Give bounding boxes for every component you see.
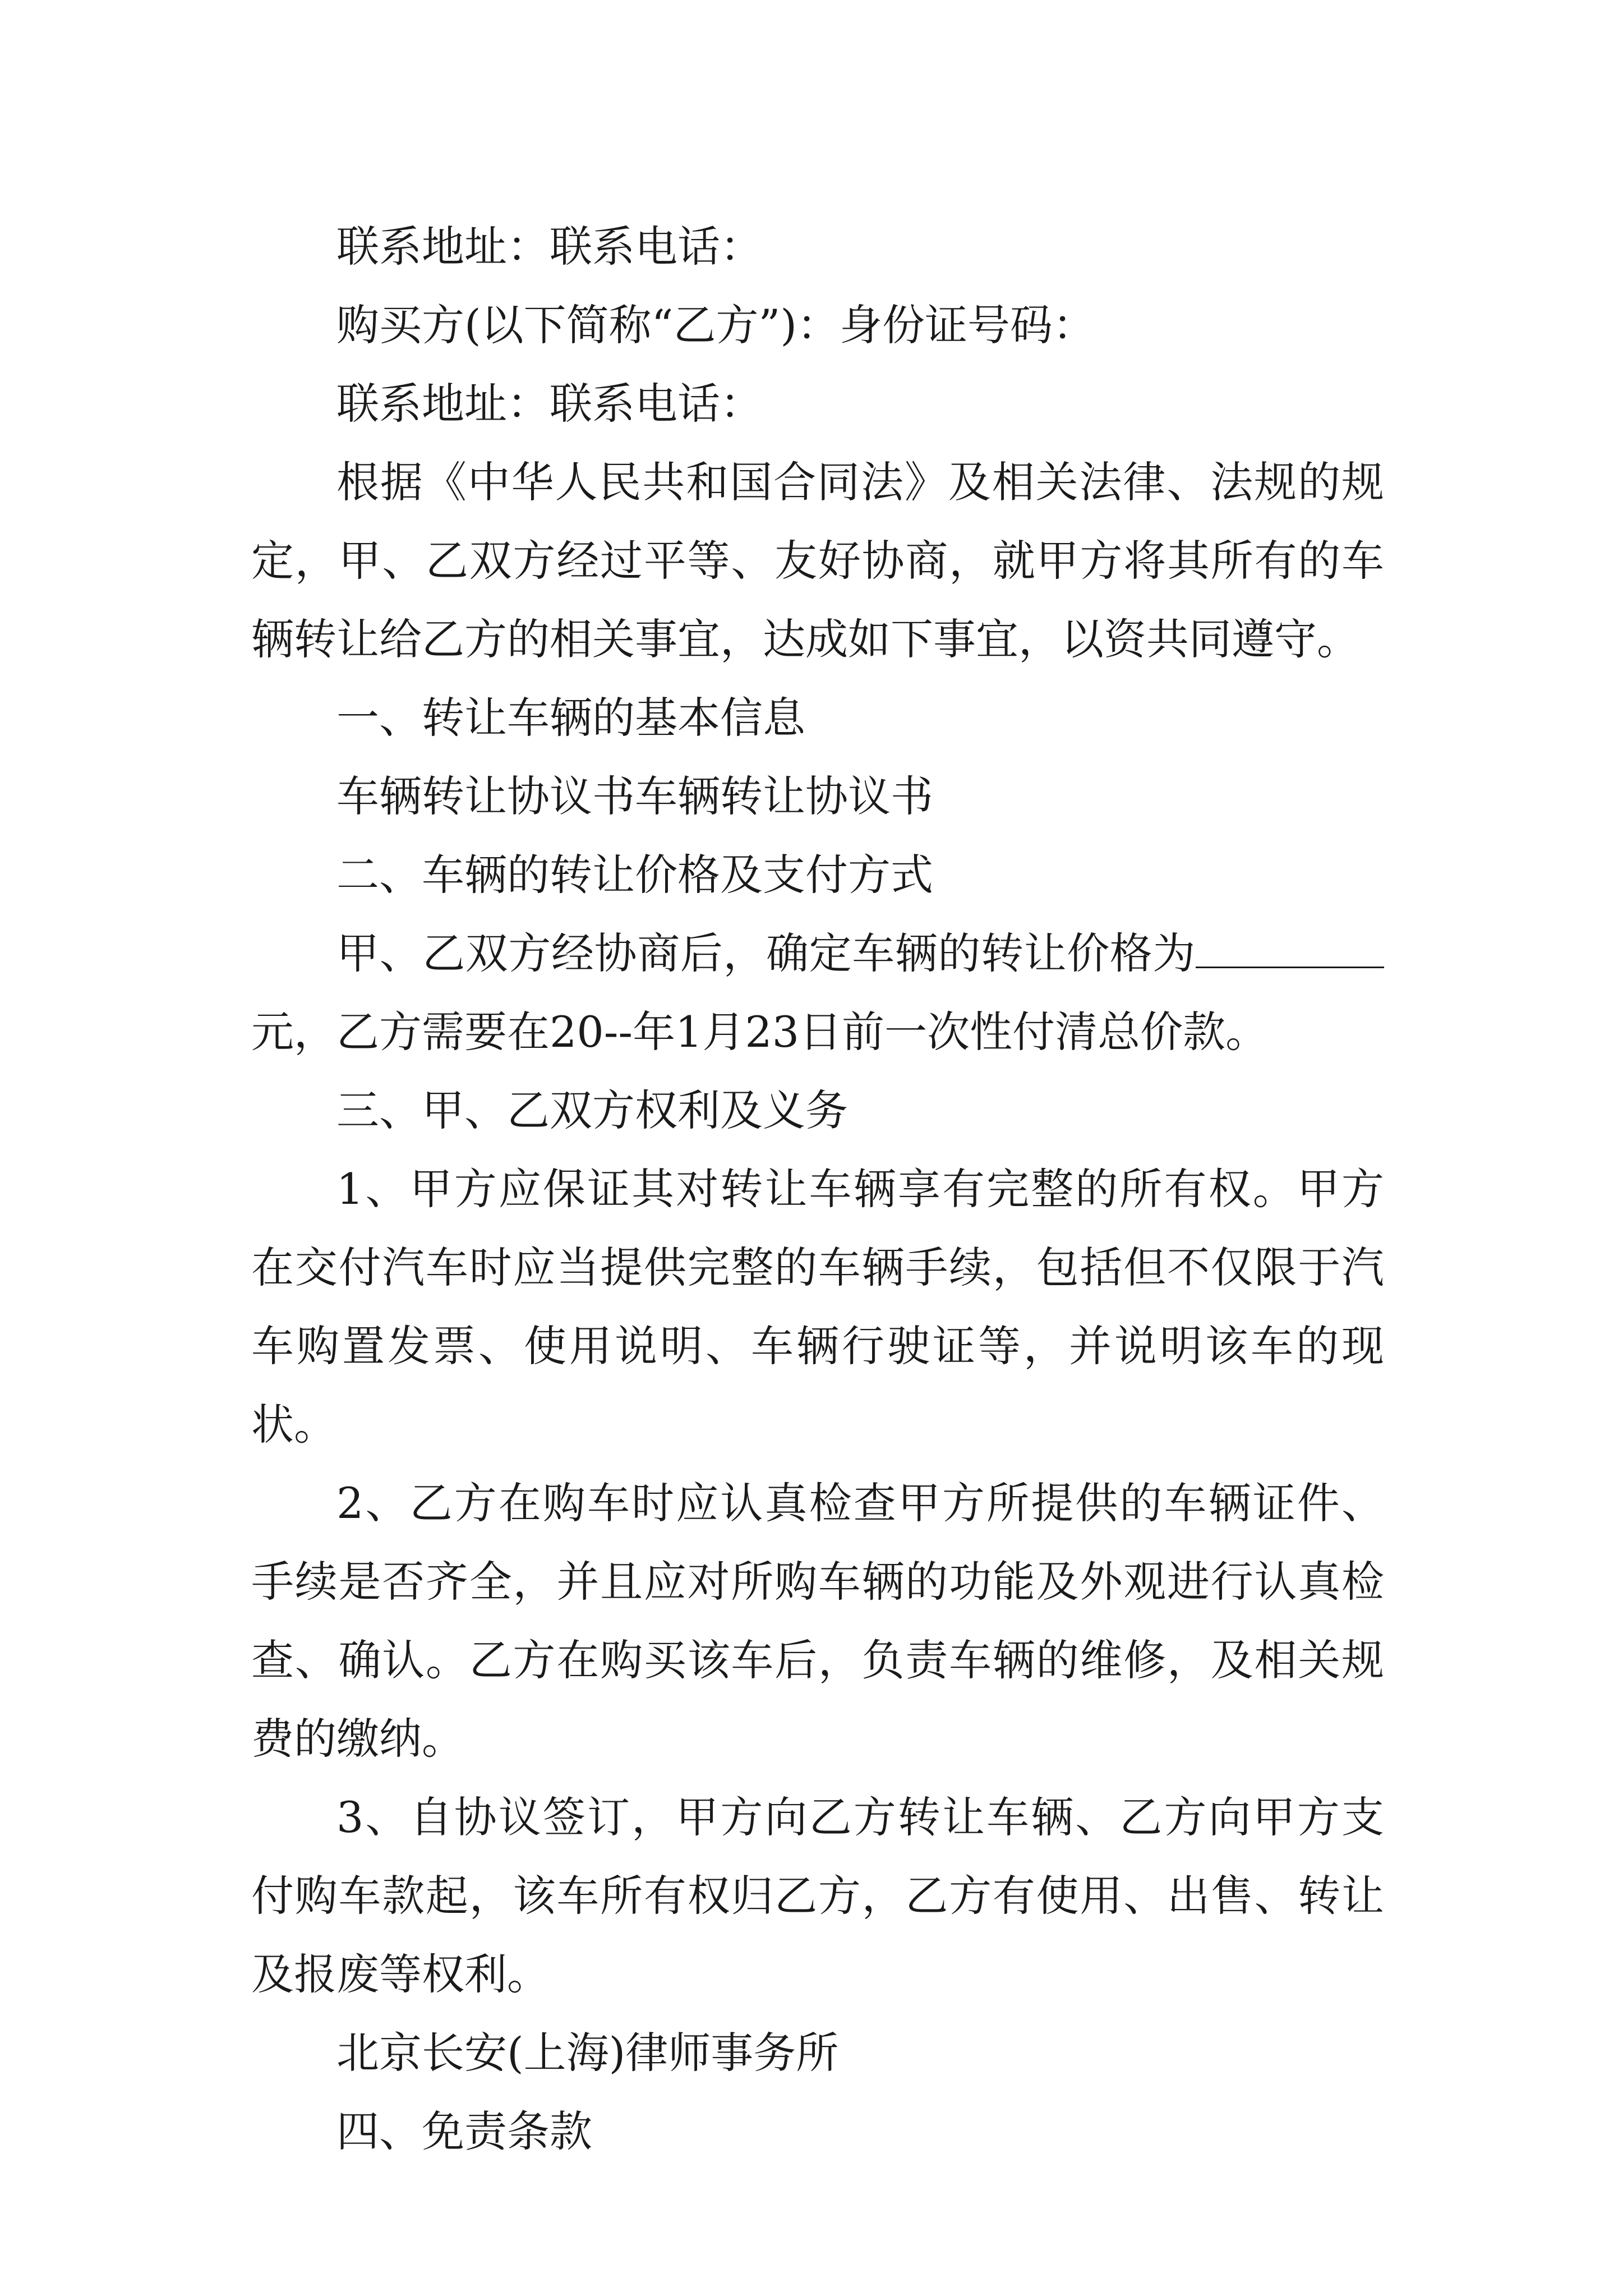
section-3-heading: 三、甲、乙双方权利及义务 bbox=[336, 1085, 848, 1135]
price-text-after: 元，乙方需要在20--年1月23日前一次性付清总价款。 bbox=[251, 1007, 1269, 1057]
document-body bbox=[251, 208, 1384, 2171]
price-blank-line bbox=[1196, 933, 1384, 968]
section-1-heading: 一、转让车辆的基本信息 bbox=[336, 693, 805, 743]
section-1-body: 车辆转让协议书车辆转让协议书 bbox=[336, 771, 933, 821]
clause-2-paragraph: 2、乙方在购车时应认真检查甲方所提供的车辆证件、手续是否齐全，并且应对所购车辆的功能及外观进行认真检查、确认。乙方在购买该车后，负责车辆的维修，及相关规费的缴纳。 bbox=[251, 1478, 1384, 1764]
buyer-contact-line: 联系地址：联系电话： bbox=[336, 379, 763, 429]
buyer-info-line: 购买方(以下简称“乙方”)：身份证号码： bbox=[336, 300, 1096, 350]
section-4-heading: 四、免责条款 bbox=[336, 2106, 592, 2156]
preamble-paragraph: 根据《中华人民共和国合同法》及相关法律、法规的规定，甲、乙双方经过平等、友好协商，就甲方将其所有的车辆转让给乙方的相关事宜，达成如下事宜，以资共同遵守。 bbox=[251, 457, 1384, 664]
price-text-before: 甲、乙双方经协商后，确定车辆的转让价格为 bbox=[336, 928, 1196, 978]
section-2-heading: 二、车辆的转让价格及支付方式 bbox=[336, 850, 933, 900]
law-firm-line: 北京长安(上海)律师事务所 bbox=[336, 2028, 839, 2078]
clause-1-paragraph: 1、甲方应保证其对转让车辆享有完整的所有权。甲方在交付汽车时应当提供完整的车辆手续，包括但不仅限于汽车购置发票、使用说明、车辆行驶证等，并说明该车的现状。 bbox=[251, 1164, 1384, 1450]
price-paragraph bbox=[251, 914, 1384, 1071]
clause-3-paragraph: 3、自协议签订，甲方向乙方转让车辆、乙方向甲方支付购车款起，该车所有权归乙方，乙方有使用、出售、转让及报废等权利。 bbox=[251, 1792, 1384, 1999]
seller-contact-line: 联系地址：联系电话： bbox=[336, 222, 763, 272]
